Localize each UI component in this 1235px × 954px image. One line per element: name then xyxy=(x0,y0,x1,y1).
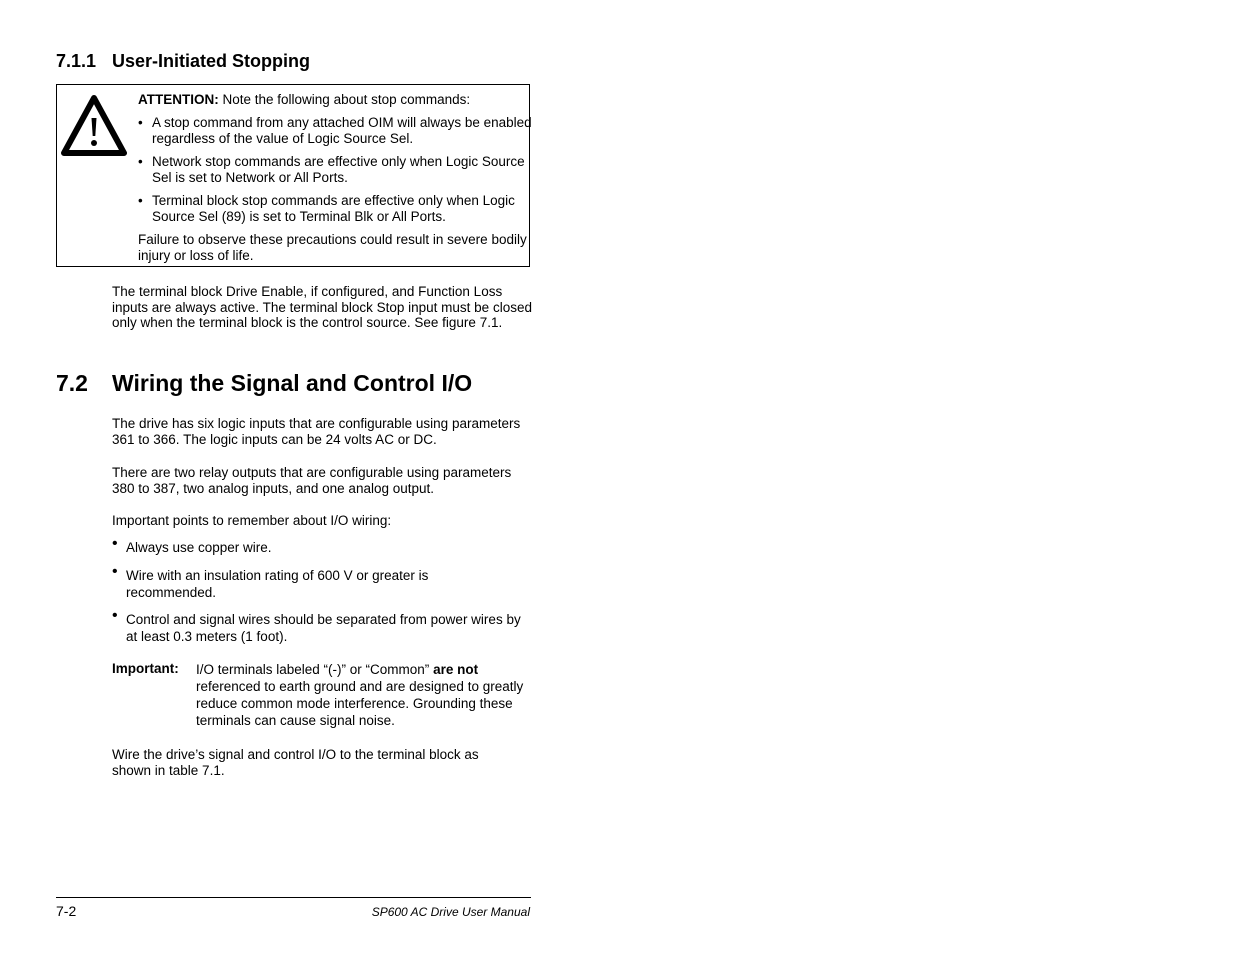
paragraph-important-points: Important points to remember about I/O wiring: xyxy=(112,513,392,528)
section-heading-7-1-1 xyxy=(56,51,536,73)
paragraph-terminal-block: The terminal block Drive Enable, if configured, and Function Loss inputs are always active. The terminal block Stop input must be closed only when the terminal block is the control source. See figure 7.1. xyxy=(112,284,532,330)
important-label: Important: xyxy=(112,661,179,676)
paragraph-logic-inputs: The drive has six logic inputs that are configurable using parameters 361 to 366. The logic inputs can be 24 volts AC or DC. xyxy=(112,416,521,447)
attention-content xyxy=(138,92,533,264)
section-title: Wiring the Signal and Control I/O xyxy=(112,370,473,396)
list-item: • Control and signal wires should be separated from power wires by at least 0.3 meters (1 foot). xyxy=(112,607,521,644)
section-title: User-Initiated Stopping xyxy=(112,51,310,71)
warning-triangle-icon xyxy=(61,94,127,158)
list-item: • Terminal block stop commands are effective only when Logic Source Sel (89) is set to Terminal Blk or All Ports. xyxy=(138,193,515,224)
important-text: I/O terminals labeled “(-)” or “Common” are not referenced to earth ground and are designed to greatly reduce common mode interference. Grounding these terminals can cause signal noise. xyxy=(196,662,524,728)
attention-lead: ATTENTION: xyxy=(138,92,219,107)
attention-intro-text: Note the following about stop commands: xyxy=(218,92,471,107)
paragraph-wire-instructions: Wire the drive’s signal and control I/O to the terminal block as shown in table 7.1. xyxy=(112,747,479,778)
attention-intro xyxy=(138,92,533,108)
paragraph-relay-outputs: There are two relay outputs that are configurable using parameters 380 to 387, two analog inputs, and one analog output. xyxy=(112,465,512,496)
list-item: • Always use copper wire. xyxy=(112,535,272,555)
manual-title: SP600 AC Drive User Manual xyxy=(371,905,530,919)
attention-list xyxy=(138,115,533,225)
page-number: 7-2 xyxy=(56,903,77,919)
section-number: 7.1.1 xyxy=(56,51,97,71)
attention-box xyxy=(56,84,530,267)
attention-failure-text: Failure to observe these precautions could result in severe bodily injury or loss of life. xyxy=(138,232,527,263)
section-heading-7-2 xyxy=(56,370,536,398)
list-item: • Wire with an insulation rating of 600 V or greater is recommended. xyxy=(112,563,429,600)
list-item: • A stop command from any attached OIM will always be enabled regardless of the value of Logic Source Sel. xyxy=(138,115,532,146)
section-number: 7.2 xyxy=(56,370,88,396)
list-item: • Network stop commands are effective only when Logic Source Sel is set to Network or All Ports. xyxy=(138,154,525,185)
footer-rule xyxy=(56,897,531,898)
